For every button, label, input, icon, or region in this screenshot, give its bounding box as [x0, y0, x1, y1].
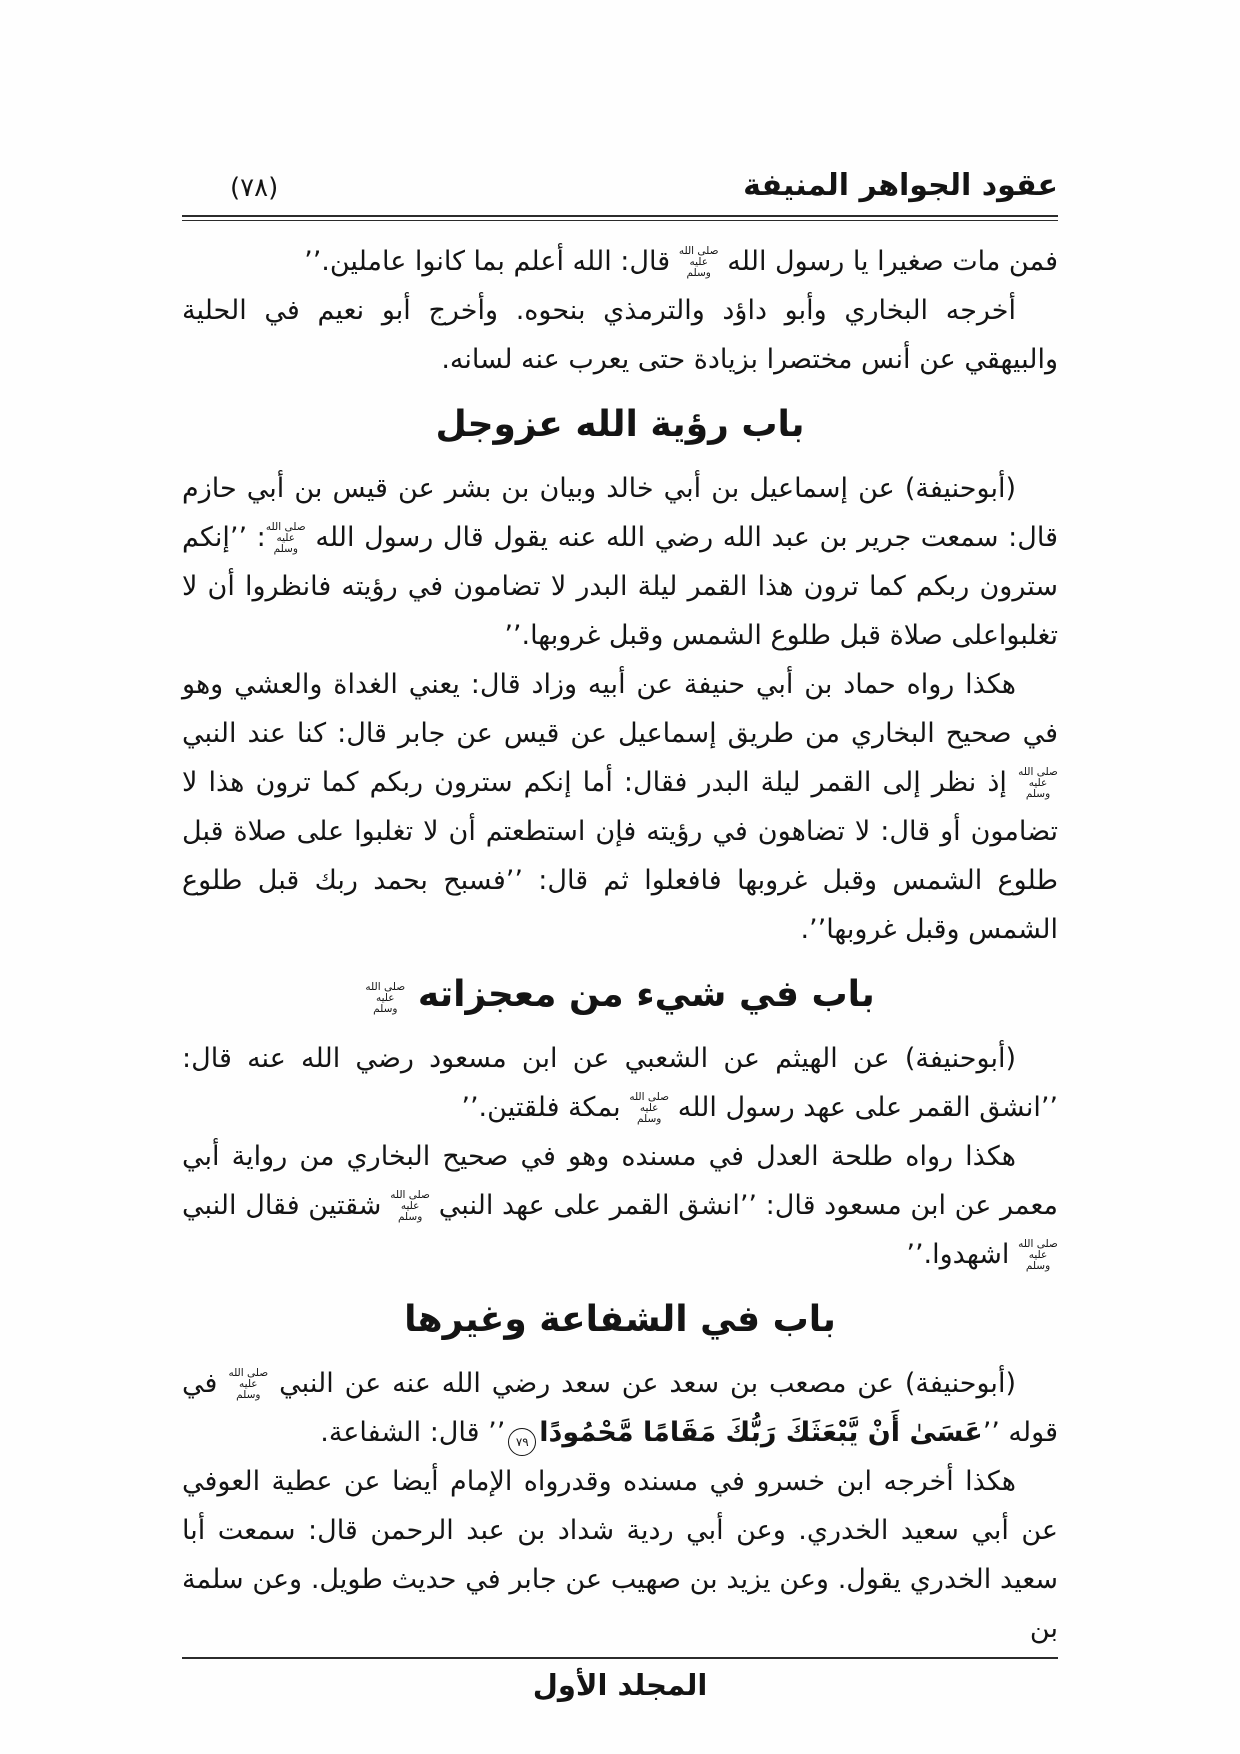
paragraph-hadith-jarir: (أبوحنيفة) عن إسماعيل بن أبي خالد وبيان بن بشر عن قيس بن أبي حازم قال: سمعت جرير بن عبد الله رضي الله عنه يقول قال رسول الله صلى الله عليه وسلم: ’’إنكم سترون ربكم كما ترون هذا القمر ليلة البدر لا تضامون في رؤيته فانظروا أن لا تغلبواعلى صلاة قبل طلوع الشمس وقبل غروبها.’’ [182, 473, 1058, 651]
paragraph-hadith-ibn-masud: (أبوحنيفة) عن الهيثم عن الشعبي عن ابن مسعود رضي الله عنه قال: ’’انشق القمر على عهد رسول الله صلى الله عليه وسلم بمكة فلقتين.’’ [182, 1043, 1058, 1125]
ayah-end-mark [508, 1428, 536, 1456]
quran-verse: عَسَىٰ أَنْ يَّبْعَثَكَ رَبُّكَ مَقَامًا مَّحْمُودًا [539, 1417, 983, 1448]
ayah-number: ٧٩ [515, 1435, 529, 1449]
volume-label: المجلد الأول [532, 1668, 708, 1702]
sallallahu-honorific-glyph: صلى الله عليه وسلم [1018, 1238, 1058, 1272]
sallallahu-honorific-glyph: صلى الله عليه وسلم [1018, 766, 1058, 800]
page-header [182, 168, 1058, 203]
hadith-text-after-verse: ’’ قال: الشفاعة. [320, 1417, 506, 1448]
sallallahu-honorific-glyph: صلى الله عليه وسلم [265, 521, 306, 555]
chapter-heading-mujizat: باب في شيء من معجزاته صلى الله عليه وسلم [365, 974, 875, 1015]
sallallahu-honorific-glyph: صلى الله عليه وسلم [629, 1091, 670, 1125]
page-body [182, 237, 1058, 1653]
page-number: (٧٨) [230, 173, 279, 203]
sallallahu-honorific-glyph: صلى الله عليه وسلم [228, 1367, 269, 1401]
paragraph-takhrij: أخرجه البخاري وأبو داؤد والترمذي بنحوه. وأخرج أبو نعيم في الحلية والبيهقي عن أنس مختصرا بزيادة حتى يعرب عنه لسانه. [182, 295, 1058, 375]
sallallahu-honorific-glyph: صلى الله عليه وسلم [390, 1189, 430, 1223]
book-title: عقود الجواهر المنيفة [743, 168, 1058, 203]
header-double-rule [182, 215, 1058, 221]
paragraph-continuation: فمن مات صغيرا يا رسول الله صلى الله عليه وسلم قال: الله أعلم بما كانوا عاملين.’’ [304, 245, 1058, 279]
chapter-heading-shafaa: باب في الشفاعة وغيرها [404, 1299, 836, 1340]
paragraph-riwaya-ibn-khusro: هكذا أخرجه ابن خسرو في مسنده وقدرواه الإمام أيضا عن عطية العوفي عن أبي سعيد الخدري. وعن أبي ردية شداد بن عبد الرحمن قال: سمعت أبا سعيد الخدري يقول. وعن يزيد بن صهيب عن جابر في حديث طويل. وعن سلمة بن [182, 1466, 1058, 1644]
paragraph-riwaya-talha: هكذا رواه طلحة العدل في مسنده وهو في صحيح البخاري من رواية أبي معمر عن ابن مسعود قال: ’’انشق القمر على عهد النبي صلى الله عليه وسلم شقتين فقال النبي صلى الله عليه وسلم اشهدوا.’’ [182, 1141, 1058, 1272]
sallallahu-honorific-glyph: صلى الله عليه وسلم [678, 245, 719, 279]
paragraph-riwaya-hammad: هكذا رواه حماد بن أبي حنيفة عن أبيه وزاد قال: يعني الغداة والعشي وهو في صحيح البخاري من طريق إسماعيل عن قيس عن جابر قال: كنا عند النبي صلى الله عليه وسلم إذ نظر إلى القمر ليلة البدر فقال: أما إنكم سترون ربكم كما ترون هذا لا تضامون أو قال: لا تضاهون في رؤيته فإن استطعتم أن لا تغلبوا على صلاة قبل طلوع الشمس وقبل غروبها فافعلوا ثم قال: ’’فسبح بحمد ربك قبل طلوع الشمس وقبل غروبها’’. [182, 669, 1058, 945]
chapter-heading-ruyat-allah: باب رؤية الله عزوجل [435, 404, 805, 445]
page-footer [182, 1657, 1058, 1711]
paragraph-hadith-shafaa [182, 1359, 1058, 1457]
hadith-text-before-verse: (أبوحنيفة) عن مصعب بن سعد عن سعد رضي الله عنه عن النبي صلى الله عليه وسلم في قوله ’’ [182, 1367, 1058, 1448]
sallallahu-honorific-glyph: صلى الله عليه وسلم [365, 981, 406, 1015]
